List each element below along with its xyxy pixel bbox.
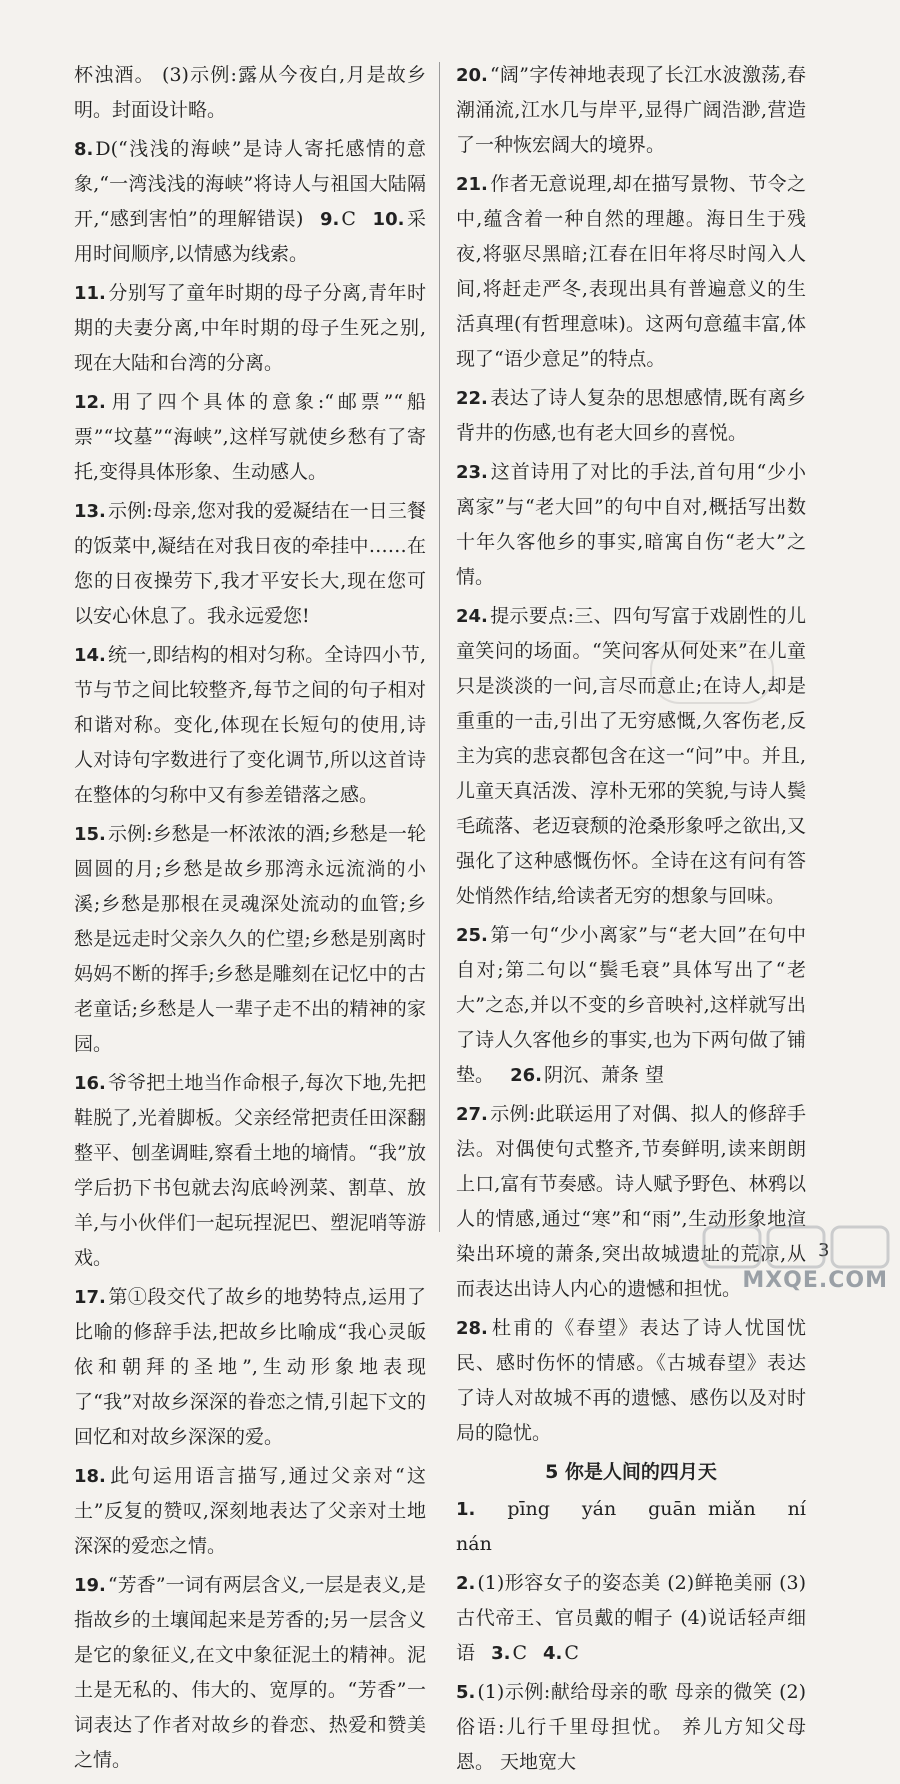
answer-17 (74, 1280, 426, 1455)
question-number: 2. (456, 1573, 476, 1594)
answer-text: D(“浅浅的海峡”是诗人寄托感情的意象,“一湾浅浅的海峡”将诗人与祖国大陆隔开,“感到害怕”的理解错误) (74, 138, 426, 230)
answer-text: (1)形容女子的姿态美 (2)鲜艳美丽 (3)古代帝王、官员戴的帽子 (4)说话轻声细语 (456, 1572, 806, 1664)
question-number: 3. (491, 1643, 511, 1664)
question-number: 25. (456, 925, 488, 946)
left-column (74, 58, 426, 1782)
answer-11 (74, 276, 426, 381)
answer-text: “阔”字传神地表现了长江水波激荡,春潮涌流,江水几与岸平,显得广阔浩渺,营造了一种恢宏阔大的境界。 (456, 64, 806, 156)
question-number: 14. (74, 645, 106, 666)
question-number: 8. (74, 139, 94, 160)
answer-s1 (456, 1492, 806, 1562)
question-number: 16. (74, 1073, 106, 1094)
answer-text: 第①段交代了故乡的地势特点,运用了比喻的修辞手法,把故乡比喻成“我心灵皈依和朝拜的圣地”,生动形象地表现了“我”对故乡深深的眷恋之情,引起下文的回忆和对故乡深深的爱。 (74, 1286, 426, 1448)
answer-text: 分别写了童年时期的母子分离,青年时期的夫妻分离,中年时期的母子生死之别,现在大陆和台湾的分离。 (74, 282, 426, 374)
pinyin-item: pīng (507, 1498, 550, 1520)
section-title: 5 你是人间的四月天 (545, 1461, 717, 1483)
answer-22 (456, 381, 806, 451)
question-number: 4. (543, 1643, 563, 1664)
answer-21 (456, 167, 806, 377)
answer-text: 杯浊酒。 (3)示例:露从今夜白,月是故乡明。封面设计略。 (74, 64, 426, 121)
question-number: 17. (74, 1287, 106, 1308)
answer-s5 (456, 1675, 806, 1780)
answer-23 (456, 455, 806, 595)
answer-text: C (341, 208, 356, 230)
answer-s2-s4 (456, 1566, 806, 1671)
watermark-text: MXQE.COM (742, 1268, 888, 1293)
answer-19 (74, 1568, 426, 1778)
answer-25-26 (456, 918, 806, 1093)
answer-14 (74, 638, 426, 813)
question-number: 15. (74, 824, 106, 845)
page-number: 3 (818, 1240, 830, 1261)
question-number: 22. (456, 388, 488, 409)
pinyin-item: yán (581, 1498, 617, 1520)
right-column (456, 58, 806, 1784)
answer-text: “芳香”一词有两层含义,一层是表义,是指故乡的土壤闻起来是芳香的;另一层含义是它的象征义,在文中象征泥土的精神。泥土是无私的、伟大的、宽厚的。“芳香”一词表达了作者对故乡的眷恋、热爱和赞美之情。 (74, 1574, 426, 1771)
question-number: 10. (372, 209, 405, 230)
question-number: 13. (74, 501, 106, 522)
column-divider (439, 62, 440, 1232)
question-number: 27. (456, 1104, 488, 1125)
question-number: 24. (456, 606, 488, 627)
answer-text: (1)示例:献给母亲的歌 母亲的微笑 (2)俗语:儿行千里母担忧。 养儿方知父母恩。 天地宽大 (456, 1681, 806, 1773)
question-number: 11. (74, 283, 106, 304)
pinyin-item: guān miǎn (648, 1498, 756, 1520)
question-number: 21. (456, 174, 488, 195)
answer-15 (74, 817, 426, 1062)
answer-text: 阴沉、萧条 望 (543, 1064, 664, 1086)
question-number: 23. (456, 462, 488, 483)
answer-13 (74, 494, 426, 634)
answer-text: 示例:此联运用了对偶、拟人的修辞手法。对偶使句式整齐,节奏鲜明,读来朗朗上口,富有节奏感。诗人赋予野色、林鸦以人的情感,通过“寒”和“雨”,生动形象地渲染出环境的萧条,突出故城遗址的荒凉,从而表达出诗人内心的遗憾和担忧。 (456, 1103, 806, 1300)
answer-text: C (564, 1642, 579, 1664)
question-number: 18. (74, 1466, 106, 1487)
question-number: 28. (456, 1318, 488, 1339)
answer-16 (74, 1066, 426, 1276)
question-number: 1. (456, 1499, 476, 1520)
answer-text: 爷爷把土地当作命根子,每次下地,先把鞋脱了,光着脚板。父亲经常把责任田深翻整平、刨垄调畦,察看土地的墒情。“我”放学后扔下书包就去沟底岭洌菜、割草、放羊,与小伙伴们一起玩捏泥巴、塑泥哨等游戏。 (74, 1072, 426, 1269)
answer-text: 作者无意说理,却在描写景物、节令之中,蕴含着一种自然的理趣。海日生于残夜,将驱尽黑暗;江春在旧年将尽时闯入人间,将赶走严冬,表现出具有普遍意义的生活真理(有哲理意味)。这两句意蕴丰富,体现了“语少意足”的特点。 (456, 173, 806, 370)
pinyin-item: ní nán (456, 1498, 806, 1555)
answer-20 (456, 58, 806, 163)
answer-12 (74, 385, 426, 490)
answer-text: 示例:乡愁是一杯浓浓的酒;乡愁是一轮圆圆的月;乡愁是故乡那湾永远流淌的小溪;乡愁是那根在灵魂深处流动的血管;乡愁是远走时父亲久久的伫望;乡愁是别离时妈妈不断的挥手;乡愁是雕刻在记忆中的古老童话;乡愁是人一辈子走不出的精神的家园。 (74, 823, 426, 1055)
answer-text: 此句运用语言描写,通过父亲对“这土”反复的赞叹,深刻地表达了父亲对土地深深的爱恋之情。 (74, 1465, 426, 1557)
answer-text: 这首诗用了对比的手法,首句用“少小离家”与“老大回”的句中自对,概括写出数十年久客他乡的事实,暗寓自伤“老大”之情。 (456, 461, 806, 588)
answer-text: C (512, 1642, 527, 1664)
answer-continued (74, 58, 426, 128)
answer-text: 第一句“少小离家”与“老大回”在句中自对;第二句以“鬓毛衰”具体写出了“老大”之态,并以不变的乡音映衬,这样就写出了诗人久客他乡的事实,也为下两句做了铺垫。 (456, 924, 806, 1086)
answer-8-10 (74, 132, 426, 272)
faded-stamp-mark (650, 640, 774, 704)
question-number: 20. (456, 65, 488, 86)
answer-text: 用了四个具体的意象:“邮票”“船票”“坟墓”“海峡”,这样写就使乡愁有了寄托,变得具体形象、生动感人。 (74, 391, 426, 483)
answer-text: 提示要点:三、四句写富于戏剧性的儿童笑问的场面。“笑问客从何处来”在儿童只是淡淡的一问,言尽而意止;在诗人,却是重重的一击,引出了无穷感慨,久客伤老,反主为宾的悲哀都包含在这一“问”中。并且,儿童天真活泼、淳朴无邪的笑貌,与诗人鬓毛疏落、老迈衰颓的沧桑形象呼之欲出,又强化了这种感慨伤怀。全诗在这有问有答处悄然作结,给读者无穷的想象与回味。 (456, 605, 806, 907)
answer-text: 杜甫的《春望》表达了诗人忧国忧民、感时伤怀的情感。《古城春望》表达了诗人对故城不再的遗憾、感伤以及对时局的隐忧。 (456, 1317, 806, 1444)
answer-text: 采用时间顺序,以情感为线索。 (74, 208, 426, 265)
answer-28 (456, 1311, 806, 1451)
question-number: 5. (456, 1682, 476, 1703)
answer-18 (74, 1459, 426, 1564)
question-number: 12. (74, 392, 106, 413)
answer-text: 示例:母亲,您对我的爱凝结在一日三餐的饭菜中,凝结在对我日夜的牵挂中……在您的日夜操劳下,我才平安长大,现在您可以安心休息了。我永远爱您! (74, 500, 426, 627)
answer-text: 表达了诗人复杂的思想感情,既有离乡背井的伤感,也有老大回乡的喜悦。 (456, 387, 806, 444)
question-number: 26. (510, 1065, 542, 1086)
answer-text: 统一,即结构的相对匀称。全诗四小节,节与节之间比较整齐,每节之间的句子相对和谐对称。变化,体现在长短句的使用,诗人对诗句字数进行了变化调节,所以这首诗在整体的匀称中又有参差错落之感。 (74, 644, 426, 806)
question-number: 19. (74, 1575, 106, 1596)
question-number: 9. (320, 209, 340, 230)
